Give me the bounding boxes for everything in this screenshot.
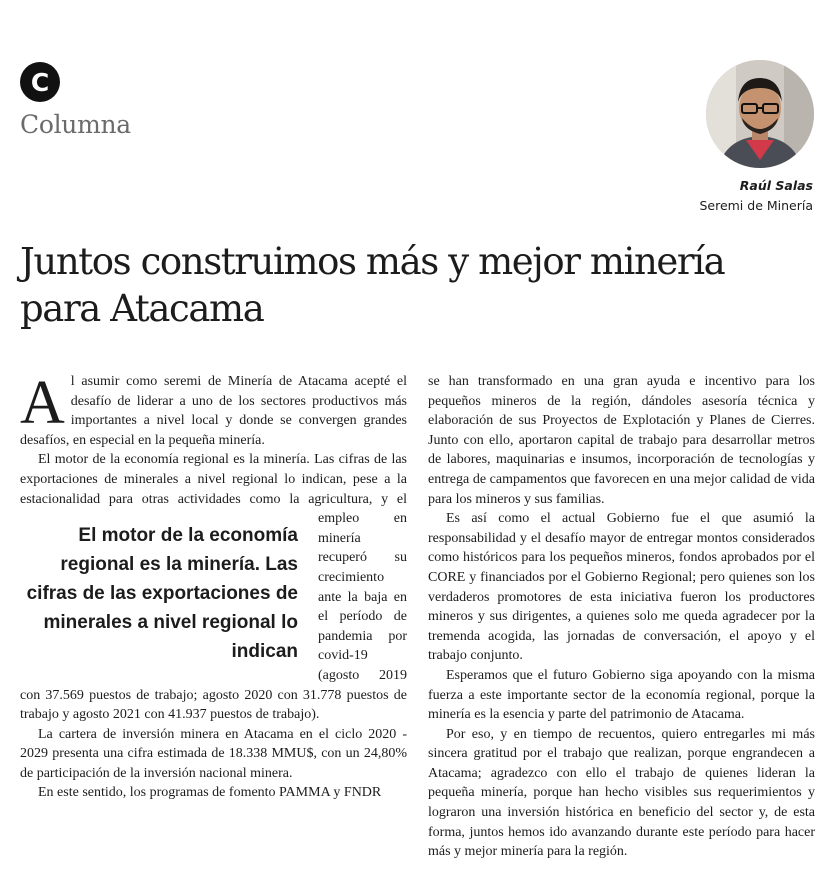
article-column-right	[428, 372, 815, 862]
article-paragraph-continuation: el empleo en minería recuperó su crecimiento ante la baja en el período de pandemia por covid-19 (agosto 2019 con 37.569 puestos de trabajo; agosto 2020 con 31.778 puestos de trabajo y agosto 2021 con 41.937 puestos de trabajo).	[20, 491, 407, 723]
author-byline	[699, 176, 813, 216]
article-paragraph: Esperamos que el futuro Gobierno siga apoyando con la misma fuerza a este importante sector de la economía regional, porque la minería es la esencia y parte del patrimonio de Atacama.	[428, 667, 815, 723]
author-portrait-icon	[706, 60, 814, 168]
article-paragraph: Por eso, y en tiempo de recuentos, quiero entregarles mi más sincera gratitud por el trabajo que realizan, porque engrandecen a Atacama; agradezco con ello el trabajo de quienes lideran la pequeña minería, porque han hecho visibles sus requerimientos y lograron una inversión histórica en beneficio del sector y, de esta forma, juntos hemos ido avanzando durante este período para hacer más y mejor minería para la región.	[428, 726, 815, 860]
section-label: Columna	[20, 110, 131, 139]
article-paragraph: Al asumir como seremi de Minería de Atacama acepté el desafío de liderar a uno de los sectores productivos más importantes a nivel local y donde se convergen grandes desafíos, en especial en la pequeña minería.	[20, 369, 407, 448]
author-name: Raúl Salas	[739, 178, 813, 193]
article-paragraph: La cartera de inversión minera en Atacama en el ciclo 2020 - 2029 presenta una cifra estimada de 18.338 MMU$, con un 24,80% de participación de la inversión nacional minera.	[20, 726, 407, 781]
article-paragraph: En este sentido, los programas de fomento PAMMA y FNDR	[38, 785, 382, 801]
article-paragraph: se han transformado en una gran ayuda e incentivo para los pequeños mineros de la región, dándoles asesoría técnica y elaboración de sus Proyectos de Explotación y Planes de Cierres. Junto con ello, aportaron capital de trabajo para desarrollar metros de labores, maquinarias e insumos, incorporación de tecnologías y entrega de campamentos que favorecen en una mejor calidad de vida para los mineros y sus familias.	[428, 374, 815, 507]
section-badge	[20, 62, 60, 102]
author-role: Seremi de Minería	[699, 198, 813, 213]
author-portrait-drawing	[706, 60, 814, 168]
article-paragraph: Es así como el actual Gobierno fue el que asumió la responsabilidad y el desafío mayor de entregar montos considerados como históricos para los pequeños mineros, fondos aprobados por el CORE y financiados por el Gobierno Regional; pero quienes son los verdaderos promotores de esta iniciativa fueron los productores mineros y sus dirigentes, a quienes solo me queda agradecer por la tremenda acogida, las jornadas de conversación, el apoyo y el trabajo conjunto.	[428, 511, 815, 664]
article-paragraph: El motor de la economía regional es la minería. Las cifras de las exportaciones de minerales a nivel regional lo indican, pese a la estacionalidad para otras actividades como la agricultura, y El motor de la economía regional es la minería. Las cifras de las exportaciones de minerales a nivel regional lo indican el empleo en minería recuperó su crecimiento ante la baja en el período de pandemia por covid-19 (agosto 2019 con 37.569 puestos de trabajo; agosto 2020 con 31.778 puestos de trabajo y agosto 2021 con 41.937 puestos de trabajo).	[20, 452, 407, 723]
pull-quote: El motor de la economía regional es la minería. Las cifras de las exportaciones de minerales a nivel regional lo indican	[26, 525, 298, 663]
article-title: Juntos construimos más y mejor minería para Atacama	[20, 240, 725, 330]
drop-cap: A	[20, 369, 65, 437]
article-column-left	[20, 369, 407, 803]
section-badge-letter: C	[30, 67, 50, 97]
